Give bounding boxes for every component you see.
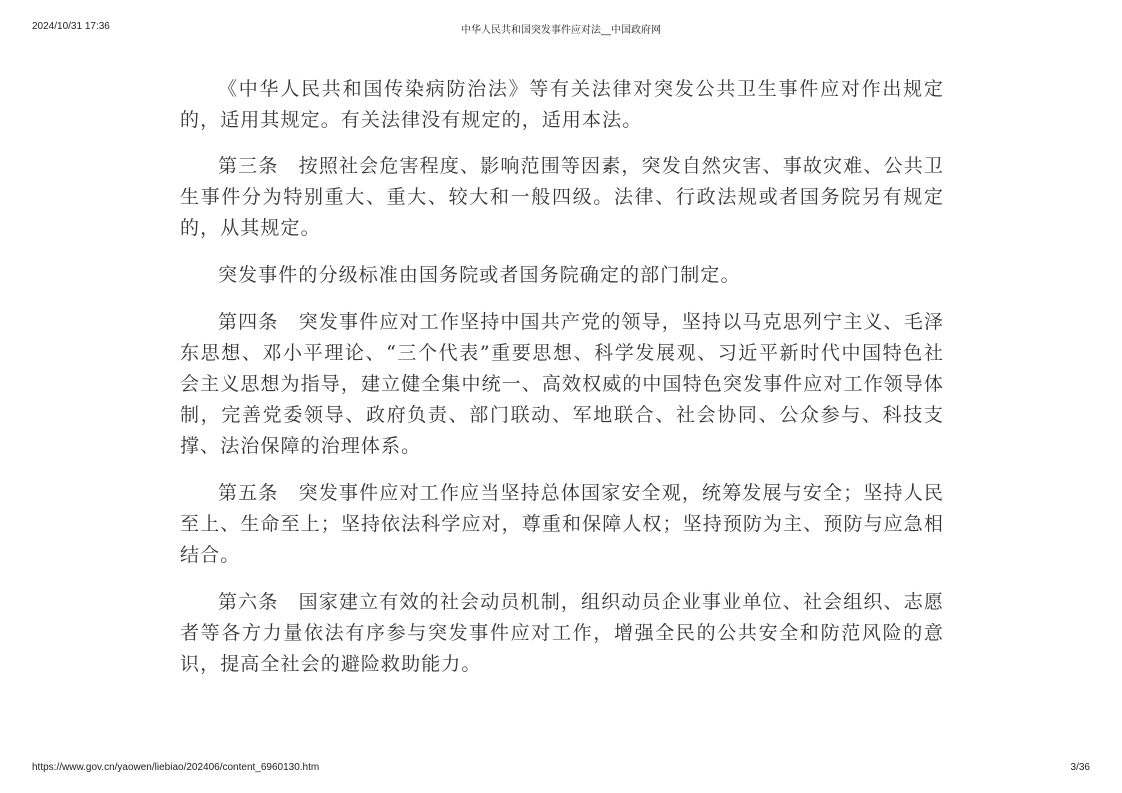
print-datetime: 2024/10/31 17:36 <box>32 21 110 32</box>
paragraph-law-reference: 《中华人民共和国传染病防治法》等有关法律对突发公共卫生事件应对作出规定的，适用其规定。有关法律没有规定的，适用本法。 <box>180 78 944 131</box>
page-number: 3/36 <box>1070 762 1090 773</box>
document-body <box>180 74 944 696</box>
paragraph-article-4: 第四条 突发事件应对工作坚持中国共产党的领导，坚持以马克思列宁主义、毛泽东思想、邓小平理论、“三个代表”重要思想、科学发展观、习近平新时代中国特色社会主义思想为指导，建立健全集中统一、高效权威的中国特色突发事件应对工作领导体制，完善党委领导、政府负责、部门联动、军地联合、社会协同、公众参与、科技支撑、法治保障的治理体系。 <box>180 311 944 457</box>
paragraph-grading-standard: 突发事件的分级标准由国务院或者国务院确定的部门制定。 <box>218 264 741 286</box>
source-url[interactable]: https://www.gov.cn/yaowen/liebiao/202406/content_6960130.htm <box>32 762 320 773</box>
paragraph-article-5: 第五条 突发事件应对工作应当坚持总体国家安全观，统筹发展与安全；坚持人民至上、生命至上；坚持依法科学应对，尊重和保障人权；坚持预防为主、预防与应急相结合。 <box>180 482 944 566</box>
page-title: 中华人民共和国突发事件应对法__中国政府网 <box>461 25 661 36</box>
paragraph-article-3: 第三条 按照社会危害程度、影响范围等因素，突发自然灾害、事故灾难、公共卫生事件分为特别重大、重大、较大和一般四级。法律、行政法规或者国务院另有规定的，从其规定。 <box>180 155 944 239</box>
paragraph-article-6: 第六条 国家建立有效的社会动员机制，组织动员企业事业单位、社会组织、志愿者等各方力量依法有序参与突发事件应对工作，增强全民的公共安全和防范风险的意识，提高全社会的避险救助能力。 <box>180 591 944 675</box>
